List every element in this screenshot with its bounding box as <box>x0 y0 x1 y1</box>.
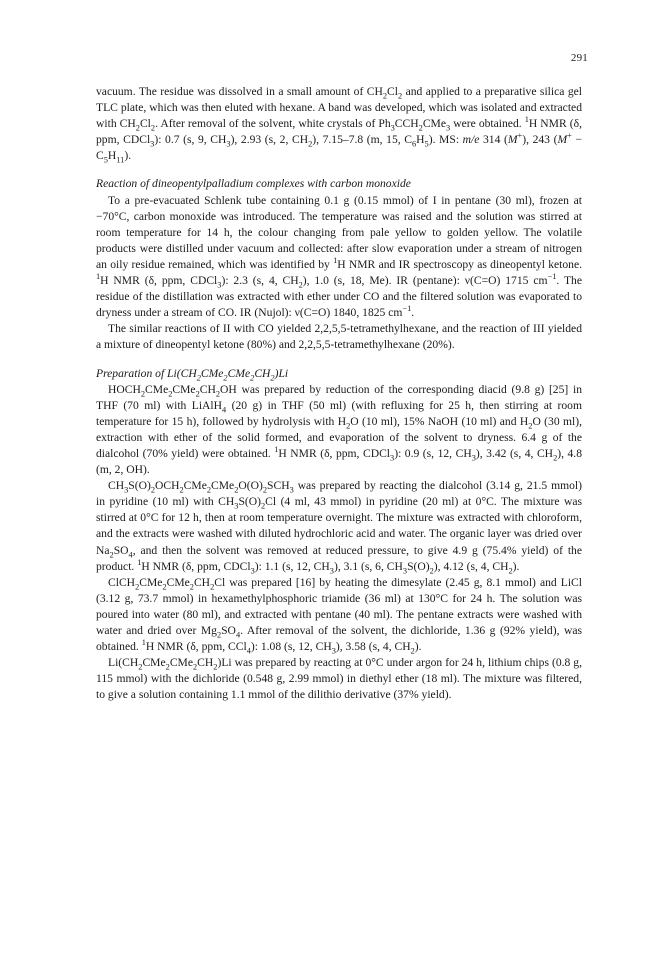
section-heading-dilithio-preparation: Preparation of $Li(CH_2CMe_2CMe_2CH_2)Li$ <box>96 366 289 382</box>
page-number: 291 <box>570 52 588 64</box>
section-heading-carbon-monoxide: Reaction of dineopentylpalladium complexes with carbon monoxide <box>96 177 411 191</box>
paragraph-continued: vacuum. The residue was dissolved in a small amount of $CH_2Cl_2$ and applied to a preparative silica gel TLC plate, which was then eluted with hexane. A band was developed, which was isolated and extracted with $CH_2Cl_2$. After removal of the solvent, white crystals of $Ph_3CCH_2CMe_3$ were obtained. $^1$H NMR (δ, ppm, CDCl$_3$): 0.7 (s, 9, $CH_3$), 2.93 (s, 2, $CH_2$), 7.15–7.8 (m, 15, $C_6H_5$). MS: m/e 314 (M+), 243 $(M^+ - C_5H_{11})$. <box>96 85 583 165</box>
body-text <box>96 84 582 703</box>
paragraph-dilithio-derivative: $Li(CH_2CMe_2CMe_2CH_2)Li$ was prepared by reacting at 0°C under argon for 24 h, lithium chips (0.8 g, 115 mmol) with the dichloride (0.548 g, 2.99 mmol) in diethyl ether (18 ml). The mixture was filtered, to give a solution containing 1.1 mmol of the dilithio derivative (37% yield). <box>96 656 582 702</box>
paragraph-co-reaction: To a pre-evacuated Schlenk tube containing 0.1 g (0.15 mmol) of I in pentane (30 ml), frozen at −70°C, carbon monoxide was introduced. The temperature was raised and the solution was stirred at room temperature for 14 h, the colour changing from pale yellow to golden yellow. The volatile products were distilled under vacuum and collected: after slow evaporation under a stream of nitrogen an oily residue remained, which was identified by $^1$H NMR and IR spectroscopy as dineopentyl ketone. $^1$H NMR (δ, ppm, CDCl$_3$): 2.3 (s, 4, $CH_2$), 1.0 (s, 18, Me). IR (pentane): ν(C=O) 1715 $cm^{-1}$. The residue of the distillation was extracted with ether under CO and the filtered solution was evaporated to dryness under a stream of CO. IR (Nujol): ν(C=O) 1840, 1825 $cm^{-1}$. <box>96 193 582 320</box>
paragraph-dimesylate: $CH_3S(O)_2OCH_2CMe_2CMe_2O(O)_2SCH_3$ was prepared by reacting the dialcohol (3.14 g, 21.5 mmol) in pyridine (10 ml) with $CH_3S(O)_2Cl$ (4 ml, 43 mmol) in pyridine (20 ml) at 0°C. The mixture was stirred at 0°C for 12 h, then at room temperature overnight. The mixture was extracted with chloroform, and the extracts were washed with diluted hydrochloric acid and water. The organic layer was dried over $Na_2SO_4$, and then the solvent was removed at reduced pressure, to give 4.9 g (75.4% yield) of the product. $^1$H NMR (δ, ppm, CDCl$_3$): 1.1 (s, 12, $CH_3$), 3.1 (s, 6, $CH_3S(O)_2$), 4.12 (s, 4, $CH_2$). <box>96 479 583 575</box>
paragraph-similar-reactions: The similar reactions of II with CO yielded 2,2,5,5-tetramethylhexane, and the reaction of III yielded a mixture of dineopentyl ketone (80%) and 2,2,5,5-tetramethylhexane (20%). <box>96 322 582 352</box>
paragraph-dialcohol: $HOCH_2CMe_2CMe_2CH_2OH$ was prepared by reduction of the corresponding diacid (9.8 g) [25] in THF (70 ml) with LiAlH$_4$ (20 g) in THF (50 ml) (with refluxing for 25 h, then stirring at room temperature for 15 h), followed by hydrolysis with $H_2O$ (10 ml), 15% NaOH (10 ml) and $H_2O$ (30 ml), extraction with ether of the solid formed, and evaporation of the solvent to dryness. 6.4 g of the dialcohol (70% yield) were obtained. $^1$H NMR (δ, ppm, CDCl$_3$): 0.9 (s, 12, $CH_3$), 3.42 (s, 4, $CH_2$), 4.8 (m, 2, OH). <box>96 382 583 477</box>
paragraph-dichloride: $ClCH_2CMe_2CMe_2CH_2Cl$ was prepared [16] by heating the dimesylate (2.45 g, 8.1 mmol) and LiCl (3.12 g, 73.7 mmol) in hexamethylphosphoric triamide (36 ml) at 130°C for 24 h. The solution was poured into water (80 ml), and extracted with pentane (40 ml). The pentane extracts were washed with water and dried over $Mg_2SO_4$. After removal of the solvent, the dichloride, 1.36 g (92% yield), was obtained. $^1$H NMR (δ, ppm, CCl$_4$): 1.08 (s, 12, $CH_3$), 3.58 (s, 4, $CH_2$). <box>96 575 583 656</box>
